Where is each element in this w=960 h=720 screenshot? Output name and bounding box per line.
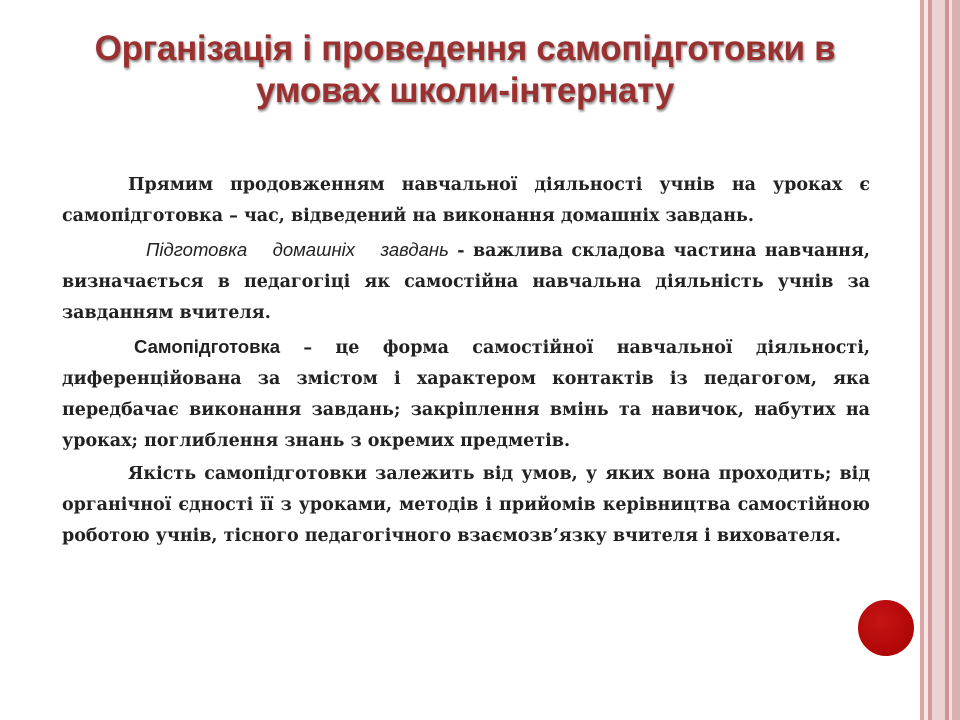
slide-title [40,28,890,112]
term-homework-preparation: Підготовка домашніх завдань [146,239,449,260]
paragraph-3-text: – це форма самостійної навчальної діяльності, диференційована за змістом і характером контактів із педагогом, яка передбачає виконання завдань; закріплення вмінь та навичок, набутих на уроках; поглиблення знань з окремих предметів. [62,338,870,451]
paragraph-1: Прямим продовженням навчальної діяльності учнів на уроках є самопідготовка – час, відведений на виконання домашніх завдань. [62,175,870,226]
decorative-right-border [918,0,960,720]
paragraph-4: Якість самопідготовки залежить від умов, у яких вона проходить; від органічної єдності її з уроками, методів і прийомів керівництва самостійною роботою учнів, тісного педагогічного взаємозв’язку вчителя і вихователя. [62,464,870,546]
title-line-1: Організація і проведення самопідготовки в [94,29,836,68]
decorative-red-circle [856,598,916,658]
slide-body [62,170,870,554]
title-line-2: умовах школи-інтернату [256,71,674,110]
term-self-preparation: Самопідготовка [134,336,281,357]
paragraph-2 [62,234,870,329]
paragraph-2-text: - важлива складова частина навчання, визначається в педагогіці як самостійна навчальна діяльність учнів за завданням вчителя. [62,241,870,323]
paragraph-3 [62,331,870,457]
